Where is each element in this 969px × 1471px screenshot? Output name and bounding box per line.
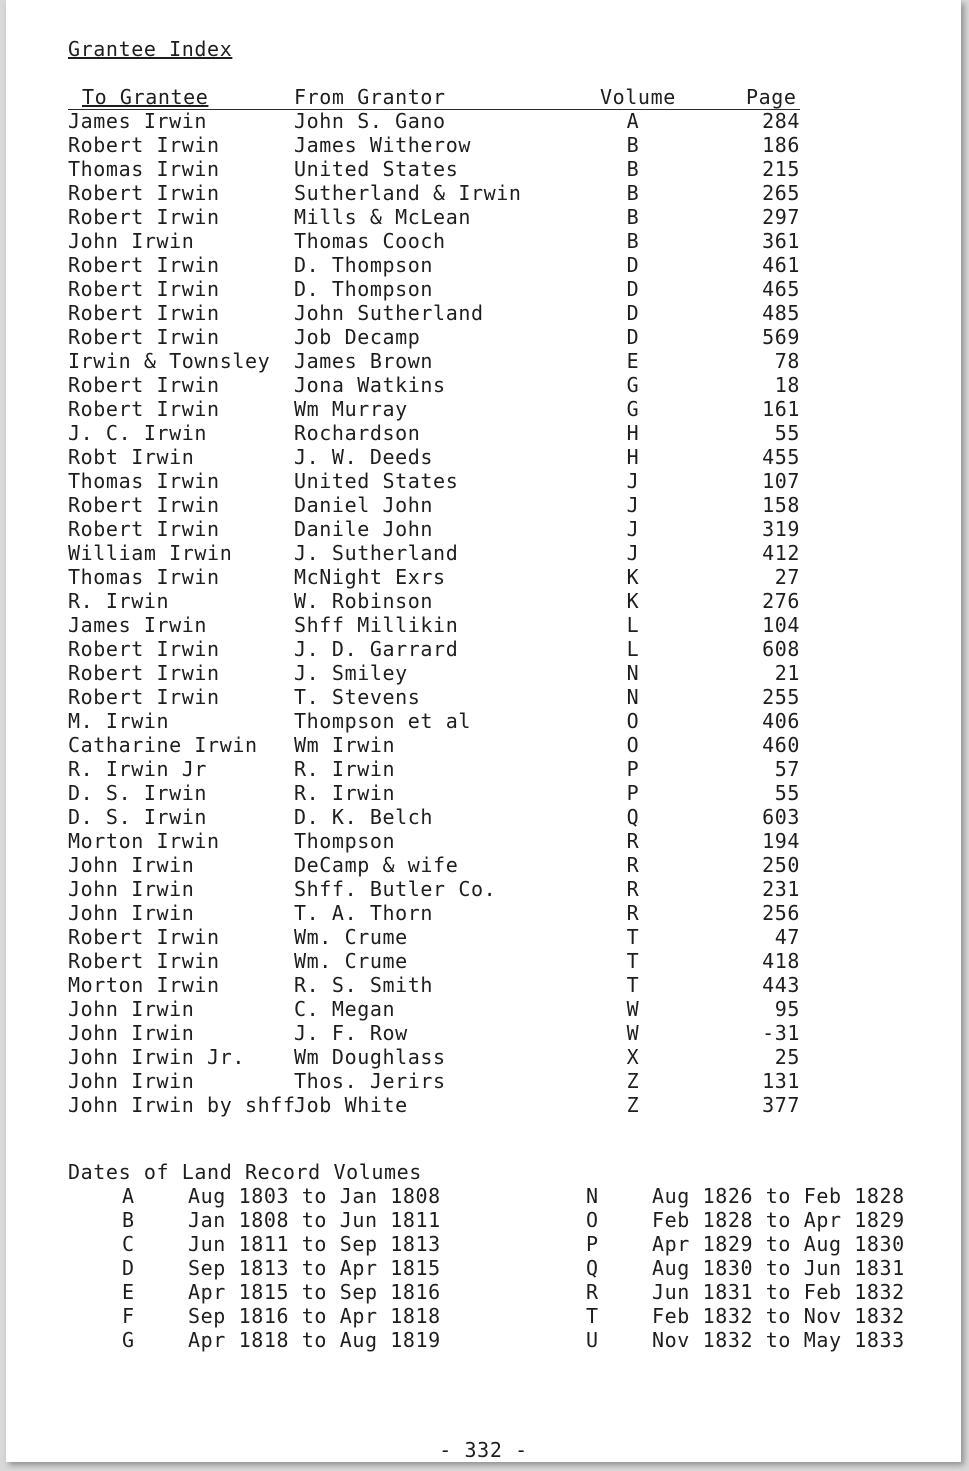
grantor-cell: J. D. Garrard [294,637,459,661]
page-cell: 377 [762,1093,800,1117]
grantor-cell: D. Thompson [294,277,434,301]
page-cell: 78 [774,349,800,373]
volume-cell: R [626,853,640,877]
grantor-cell: Thomas Cooch [294,229,446,253]
grantee-cell: Morton Irwin [68,973,220,997]
date-range: Jan 1808 to Jun 1811 [188,1208,441,1232]
grantee-cell: John Irwin Jr. [68,1045,245,1069]
page-cell: 319 [762,517,800,541]
page-cell: 25 [774,1045,800,1069]
grantor-cell: J. F. Row [294,1021,408,1045]
volume-cell: N [626,661,640,685]
table-row [68,133,808,157]
table-row [68,925,808,949]
date-volume: B [122,1208,135,1232]
grantor-cell: Job White [294,1093,408,1117]
volume-cell: K [626,565,640,589]
grantee-cell: Robert Irwin [68,397,220,421]
table-row [68,901,808,925]
grantee-cell: John Irwin [68,853,195,877]
dates-right-column [586,1184,926,1352]
grantor-cell: Wm. Crume [294,949,408,973]
page-cell: 443 [762,973,800,997]
page-cell: 276 [762,589,800,613]
grantee-cell: William Irwin [68,541,233,565]
header-page: Page [746,85,797,109]
grantor-cell: Thompson et al [294,709,471,733]
table-row [68,469,808,493]
grantor-cell: R. S. Smith [294,973,434,997]
grantor-cell: T. A. Thorn [294,901,434,925]
grantee-cell: Morton Irwin [68,829,220,853]
page-cell: 406 [762,709,800,733]
volume-cell: X [626,1045,640,1069]
date-range: Jun 1831 to Feb 1832 [652,1280,905,1304]
volume-cell: L [626,637,640,661]
grantor-cell: Danile John [294,517,434,541]
table-row [68,613,808,637]
grantee-cell: Robert Irwin [68,181,220,205]
volume-cell: D [626,325,640,349]
dates-left-column [122,1184,462,1352]
grantee-cell: R. Irwin [68,589,170,613]
grantor-cell: R. Irwin [294,757,396,781]
page-cell: 569 [762,325,800,349]
grantee-cell: John Irwin [68,229,195,253]
page-cell: 255 [762,685,800,709]
table-row [68,637,808,661]
grantee-cell: D. S. Irwin [68,805,208,829]
grantor-cell: DeCamp & wife [294,853,459,877]
grantee-cell: Robert Irwin [68,661,220,685]
grantor-cell: Thompson [294,829,396,853]
date-range: Apr 1818 to Aug 1819 [188,1328,441,1352]
date-volume: P [586,1232,599,1256]
page-cell: 418 [762,949,800,973]
date-row [586,1328,926,1352]
grantee-cell: R. Irwin Jr [68,757,208,781]
grantee-cell: Robert Irwin [68,325,220,349]
grantee-cell: Robt Irwin [68,445,195,469]
date-row [122,1328,462,1352]
grantor-cell: Wm Irwin [294,733,396,757]
grantee-cell: John Irwin [68,997,195,1021]
date-row [586,1208,926,1232]
page-cell: 256 [762,901,800,925]
grantor-cell: R. Irwin [294,781,396,805]
volume-cell: R [626,877,640,901]
grantor-cell: Rochardson [294,421,421,445]
page-cell: 104 [762,613,800,637]
table-row [68,1093,808,1117]
date-volume: F [122,1304,135,1328]
date-range: Aug 1830 to Jun 1831 [652,1256,905,1280]
grantee-cell: Robert Irwin [68,301,220,325]
page-cell: 215 [762,157,800,181]
volume-cell: D [626,253,640,277]
page-cell: 608 [762,637,800,661]
table-row [68,1045,808,1069]
table-row [68,829,808,853]
volume-cell: O [626,709,640,733]
table-row [68,397,808,421]
header-grantee: To Grantee [82,85,209,109]
date-range: Feb 1832 to Nov 1832 [652,1304,905,1328]
grantee-cell: Robert Irwin [68,277,220,301]
grantee-cell: Robert Irwin [68,205,220,229]
grantee-cell: Irwin & Townsley [68,349,271,373]
grantee-cell: D. S. Irwin [68,781,208,805]
header-grantor: From Grantor [294,85,446,109]
grantee-cell: Robert Irwin [68,253,220,277]
table-row [68,781,808,805]
grantee-cell: Robert Irwin [68,925,220,949]
table-row [68,445,808,469]
date-row [122,1304,462,1328]
date-volume: C [122,1232,135,1256]
page-cell: 158 [762,493,800,517]
volume-cell: R [626,901,640,925]
date-volume: T [586,1304,599,1328]
page-cell: 18 [774,373,800,397]
date-range: Aug 1803 to Jan 1808 [188,1184,441,1208]
table-row [68,877,808,901]
page-cell: 465 [762,277,800,301]
table-row [68,541,808,565]
grantor-cell: T. Stevens [294,685,421,709]
grantee-cell: John Irwin [68,1069,195,1093]
document-page [6,0,961,1462]
grantor-cell: Wm Doughlass [294,1045,446,1069]
table-row [68,109,808,133]
page-cell: 194 [762,829,800,853]
page-cell: 27 [774,565,800,589]
grantor-cell: Daniel John [294,493,434,517]
grantor-cell: C. Megan [294,997,396,1021]
page-cell: 186 [762,133,800,157]
grantee-cell: Thomas Irwin [68,157,220,181]
page-cell: 412 [762,541,800,565]
grantor-cell: J. Smiley [294,661,408,685]
grantor-cell: J. W. Deeds [294,445,434,469]
grantor-cell: Wm Murray [294,397,408,421]
volume-cell: Z [626,1093,640,1117]
table-row [68,277,808,301]
grantee-cell: Catharine Irwin [68,733,258,757]
date-volume: O [586,1208,599,1232]
date-volume: U [586,1328,599,1352]
grantor-cell: Job Decamp [294,325,421,349]
page-cell: 250 [762,853,800,877]
grantee-cell: M. Irwin [68,709,170,733]
volume-cell: W [626,997,640,1021]
page-cell: 461 [762,253,800,277]
volume-cell: P [626,757,640,781]
table-row [68,685,808,709]
table-row [68,325,808,349]
page-cell: 55 [774,781,800,805]
table-row [68,229,808,253]
grantee-cell: Robert Irwin [68,493,220,517]
table-header [68,85,800,110]
grantor-cell: Jona Watkins [294,373,446,397]
grantee-cell: Robert Irwin [68,373,220,397]
volume-cell: T [626,949,640,973]
table-row [68,253,808,277]
grantor-cell: Shff Millikin [294,613,459,637]
volume-cell: G [626,373,640,397]
grantee-cell: Robert Irwin [68,685,220,709]
grantor-cell: D. K. Belch [294,805,434,829]
page-number: - 332 - [439,1438,528,1462]
page-cell: 57 [774,757,800,781]
grantee-cell: Thomas Irwin [68,565,220,589]
grantor-cell: D. Thompson [294,253,434,277]
grantee-cell: Robert Irwin [68,949,220,973]
date-volume: R [586,1280,599,1304]
grantor-cell: W. Robinson [294,589,434,613]
table-row [68,1021,808,1045]
page-cell: -31 [762,1021,800,1045]
page-cell: 460 [762,733,800,757]
grantee-cell: Robert Irwin [68,133,220,157]
grantee-records [68,109,808,1117]
table-row [68,373,808,397]
date-volume: Q [586,1256,599,1280]
date-volume: N [586,1184,599,1208]
date-row [122,1208,462,1232]
volume-cell: J [626,469,640,493]
volume-cell: B [626,205,640,229]
date-row [122,1232,462,1256]
table-row [68,589,808,613]
page-cell: 21 [774,661,800,685]
date-range: Apr 1815 to Sep 1816 [188,1280,441,1304]
date-volume: D [122,1256,135,1280]
volume-cell: K [626,589,640,613]
date-row [122,1256,462,1280]
page-cell: 55 [774,421,800,445]
grantor-cell: John S. Gano [294,109,446,133]
grantee-cell: James Irwin [68,613,208,637]
table-row [68,181,808,205]
volume-cell: B [626,181,640,205]
volume-cell: G [626,397,640,421]
dates-title: Dates of Land Record Volumes [68,1160,422,1184]
header-volume: Volume [600,85,676,109]
table-row [68,349,808,373]
volume-cell: R [626,829,640,853]
date-volume: A [122,1184,135,1208]
grantee-cell: Thomas Irwin [68,469,220,493]
grantor-cell: Mills & McLean [294,205,471,229]
page-cell: 361 [762,229,800,253]
table-row [68,733,808,757]
volume-cell: A [626,109,640,133]
page-cell: 284 [762,109,800,133]
volume-cell: W [626,1021,640,1045]
date-range: Aug 1826 to Feb 1828 [652,1184,905,1208]
page-cell: 455 [762,445,800,469]
grantor-cell: United States [294,157,459,181]
page-cell: 231 [762,877,800,901]
grantor-cell: Thos. Jerirs [294,1069,446,1093]
grantor-cell: J. Sutherland [294,541,459,565]
date-range: Sep 1816 to Apr 1818 [188,1304,441,1328]
date-range: Apr 1829 to Aug 1830 [652,1232,905,1256]
volume-cell: D [626,301,640,325]
table-row [68,997,808,1021]
volume-cell: O [626,733,640,757]
date-row [586,1184,926,1208]
volume-cell: B [626,229,640,253]
date-row [122,1280,462,1304]
grantee-cell: John Irwin [68,901,195,925]
grantor-cell: Wm. Crume [294,925,408,949]
volume-cell: N [626,685,640,709]
volume-cell: H [626,421,640,445]
volume-cell: L [626,613,640,637]
grantor-cell: James Brown [294,349,434,373]
table-row [68,1069,808,1093]
date-row [586,1232,926,1256]
table-row [68,805,808,829]
grantee-cell: Robert Irwin [68,517,220,541]
date-range: Feb 1828 to Apr 1829 [652,1208,905,1232]
volume-cell: J [626,517,640,541]
page-cell: 161 [762,397,800,421]
grantee-cell: James Irwin [68,109,208,133]
grantor-cell: Sutherland & Irwin [294,181,522,205]
page-cell: 265 [762,181,800,205]
date-volume: G [122,1328,135,1352]
table-row [68,565,808,589]
date-range: Nov 1832 to May 1833 [652,1328,905,1352]
volume-cell: P [626,781,640,805]
volume-cell: H [626,445,640,469]
table-row [68,973,808,997]
table-row [68,157,808,181]
date-row [586,1256,926,1280]
date-row [122,1184,462,1208]
page-cell: 95 [774,997,800,1021]
page-cell: 297 [762,205,800,229]
volume-cell: T [626,925,640,949]
table-row [68,709,808,733]
grantee-cell: John Irwin [68,1021,195,1045]
page-cell: 603 [762,805,800,829]
volume-cell: B [626,157,640,181]
table-row [68,517,808,541]
table-row [68,949,808,973]
volume-cell: Z [626,1069,640,1093]
date-volume: E [122,1280,135,1304]
volume-cell: J [626,493,640,517]
volume-cell: Q [626,805,640,829]
grantee-cell: J. C. Irwin [68,421,208,445]
date-row [586,1304,926,1328]
volume-cell: D [626,277,640,301]
table-row [68,853,808,877]
date-range: Sep 1813 to Apr 1815 [188,1256,441,1280]
grantee-cell: John Irwin by shff [68,1093,296,1117]
page-cell: 47 [774,925,800,949]
grantor-cell: John Sutherland [294,301,484,325]
table-row [68,301,808,325]
index-title: Grantee Index [68,37,233,61]
grantee-cell: Robert Irwin [68,637,220,661]
grantee-cell: John Irwin [68,877,195,901]
table-row [68,493,808,517]
grantor-cell: James Witherow [294,133,471,157]
page-cell: 485 [762,301,800,325]
grantor-cell: Shff. Butler Co. [294,877,497,901]
table-row [68,661,808,685]
grantor-cell: McNight Exrs [294,565,446,589]
volume-cell: B [626,133,640,157]
volume-cell: T [626,973,640,997]
page-cell: 131 [762,1069,800,1093]
table-row [68,205,808,229]
volume-cell: E [626,349,640,373]
table-row [68,757,808,781]
volume-cell: J [626,541,640,565]
table-row [68,421,808,445]
date-range: Jun 1811 to Sep 1813 [188,1232,441,1256]
grantor-cell: United States [294,469,459,493]
page-cell: 107 [762,469,800,493]
date-row [586,1280,926,1304]
